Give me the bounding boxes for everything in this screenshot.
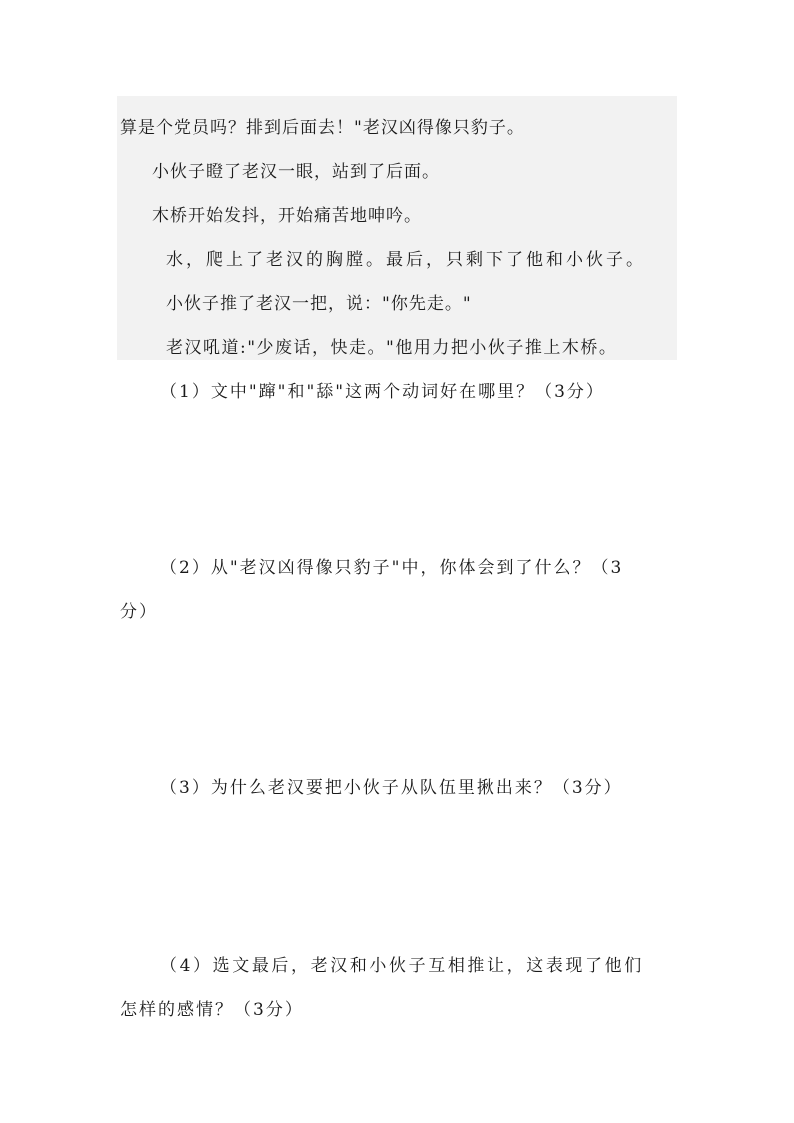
passage-line: 木桥开始发抖，开始痛苦地呻吟。 — [152, 206, 422, 226]
question-1: （1）文中"蹿"和"舔"这两个动词好在哪里？（3分） — [160, 382, 605, 402]
passage-line: 小伙子瞪了老汉一眼，站到了后面。 — [152, 162, 440, 182]
passage-line: 小伙子推了老汉一把，说："你先走。" — [166, 294, 472, 314]
question-4: （4）选文最后，老汉和小伙子互相推让，这表现了他们 — [160, 956, 644, 976]
question-2-continuation: 分） — [120, 602, 158, 622]
passage-line: 老汉吼道:"少废话，快走。"他用力把小伙子推上木桥。 — [166, 338, 618, 358]
question-2: （2）从"老汉凶得像只豹子"中，你体会到了什么？（3 — [160, 558, 624, 578]
passage-line: 水，爬上了老汉的胸膛。最后，只剩下了他和小伙子。 — [166, 250, 646, 270]
passage-line: 算是个党员吗？排到后面去！"老汉凶得像只豹子。 — [120, 118, 525, 138]
question-3: （3）为什么老汉要把小伙子从队伍里揪出来？（3分） — [160, 778, 623, 798]
question-4-continuation: 怎样的感情？（3分） — [120, 1000, 304, 1020]
